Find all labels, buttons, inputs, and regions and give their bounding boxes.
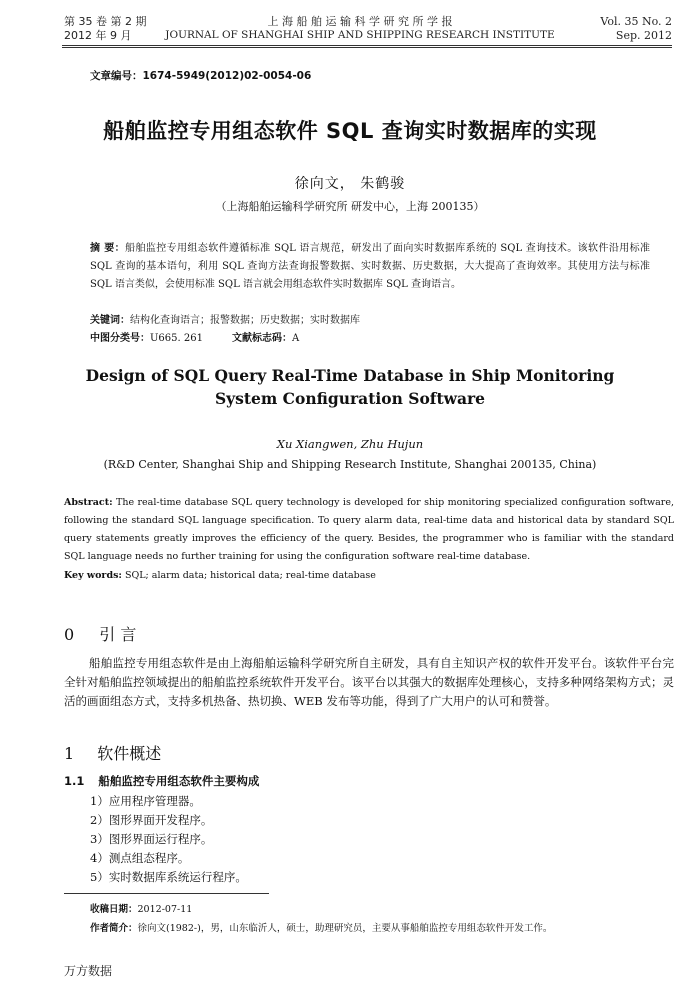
header-rule-double bbox=[62, 47, 672, 48]
list-item: 5）实时数据库系统运行程序。 bbox=[90, 870, 247, 884]
section-1-title: 软件概述 bbox=[97, 744, 162, 763]
section-1-1-title: 船舶监控专用组态软件主要构成 bbox=[98, 774, 260, 788]
affiliation-en: (R&D Center, Shanghai Ship and Shipping Research Institute, Shanghai 200135, China) bbox=[103, 458, 597, 471]
section-0-number: 0 bbox=[64, 625, 75, 644]
header-volume-zh: 第 35 卷 第 2 期 bbox=[64, 15, 147, 28]
doc-code-value: A bbox=[292, 333, 300, 344]
section-1-number: 1 bbox=[64, 744, 75, 763]
intro-paragraph: 船舶监控专用组态软件是由上海船舶运输科学研究所自主研发，具有自主知识产权的软件开发平台。该软件平台完全针对船舶监控领域提出的船舶监控系统软件开发平台。该平台以其强大的数据库处理核心，支持多种网络架构方式；灵活的画面组态方式，支持多机热备、热切换、WEB 发布等功能，得到了广大用户的认可和赞誉。 bbox=[64, 656, 674, 708]
received-label: 收稿日期： bbox=[90, 904, 138, 915]
section-1-1-heading bbox=[64, 773, 259, 789]
title-zh: 船舶监控专用组态软件 SQL 查询实时数据库的实现 bbox=[103, 119, 597, 143]
abstract-zh-text: 船舶监控专用组态软件遵循标准 SQL 语言规范，研发出了面向实时数据库系统的 SQL 查询技术。该软件沿用标准 SQL 查询的基本语句，利用 SQL 查询方法查询报警数据、实时数据、历史数据，大大提高了查询效率。其使用方法与标准 SQL 语言类似，会使用标准 SQL 语言就会用组态软件实时数据库 SQL 查询语言。 bbox=[90, 243, 651, 290]
section-1-1-number: 1.1 bbox=[64, 774, 85, 788]
clc-number bbox=[90, 330, 203, 348]
abstract-en-label: Abstract: bbox=[64, 497, 113, 508]
header-rule bbox=[62, 45, 672, 46]
header-date-en: Sep. 2012 bbox=[615, 29, 672, 42]
document-code bbox=[232, 330, 299, 348]
article-id: 文章编号：1674-5949(2012)02-0054-06 bbox=[90, 70, 312, 82]
author-bio-label: 作者简介： bbox=[90, 923, 138, 934]
keywords-zh-label: 关键词： bbox=[90, 315, 130, 326]
keywords-zh bbox=[90, 312, 650, 330]
received-date bbox=[90, 901, 192, 919]
header-volume-en: Vol. 35 No. 2 bbox=[600, 15, 672, 28]
author-bio bbox=[90, 920, 552, 938]
list-item: 3）图形界面运行程序。 bbox=[90, 832, 213, 846]
authors-zh: 徐向文， 朱鹤骏 bbox=[294, 176, 406, 192]
received-value: 2012-07-11 bbox=[137, 904, 193, 915]
header-journal-zh: 上 海 船 舶 运 输 科 学 研 究 所 学 报 bbox=[267, 15, 453, 28]
clc-value: U665. 261 bbox=[150, 333, 203, 344]
header-date-zh: 2012 年 9 月 bbox=[64, 29, 132, 42]
author-bio-text: 徐向文(1982-)，男，山东临沂人，硕士，助理研究员，主要从事船舶监控专用组态软件开发工作。 bbox=[137, 923, 553, 934]
clc-label: 中图分类号： bbox=[90, 333, 150, 344]
section-1-heading bbox=[64, 741, 161, 764]
keywords-en-text: SQL; alarm data; historical data; real-time database bbox=[121, 570, 376, 581]
keywords-en bbox=[64, 567, 674, 585]
abstract-en bbox=[64, 494, 674, 566]
abstract-zh-label: 摘 要： bbox=[90, 243, 126, 254]
title-en-line2: System Configuration Software bbox=[214, 389, 486, 408]
affiliation-zh: （上海船舶运输科学研究所 研发中心，上海 200135） bbox=[215, 200, 485, 213]
section-0-heading bbox=[64, 622, 136, 645]
keywords-zh-text: 结构化查询语言；报警数据；历史数据；实时数据库 bbox=[130, 315, 360, 326]
keywords-en-label: Key words: bbox=[64, 570, 122, 581]
watermark: 万方数据 bbox=[64, 964, 113, 978]
footnote-rule bbox=[64, 893, 269, 894]
title-en-line1: Design of SQL Query Real-Time Database in Ship Monitoring bbox=[85, 366, 615, 385]
doc-code-label: 文献标志码： bbox=[232, 333, 292, 344]
abstract-zh bbox=[90, 240, 650, 294]
list-item: 1）应用程序管理器。 bbox=[90, 794, 201, 808]
authors-en: Xu Xiangwen, Zhu Hujun bbox=[276, 437, 424, 451]
abstract-en-text: The real-time database SQL query technology is developed for ship monitoring specialized configuration software, following the standard SQL language specification. To query alarm data, real-time data and historical data by standard SQL query statements greatly improves the efficiency of the query. Besides, the programmer who is familiar with the standard SQL language needs no further training for using the configuration software real-time database. bbox=[64, 497, 674, 562]
section-0-title: 引 言 bbox=[99, 625, 137, 644]
list-item: 4）测点组态程序。 bbox=[90, 851, 190, 865]
list-item: 2）图形界面开发程序。 bbox=[90, 813, 213, 827]
header-journal-en: JOURNAL OF SHANGHAI SHIP AND SHIPPING RESEARCH INSTITUTE bbox=[165, 29, 555, 41]
